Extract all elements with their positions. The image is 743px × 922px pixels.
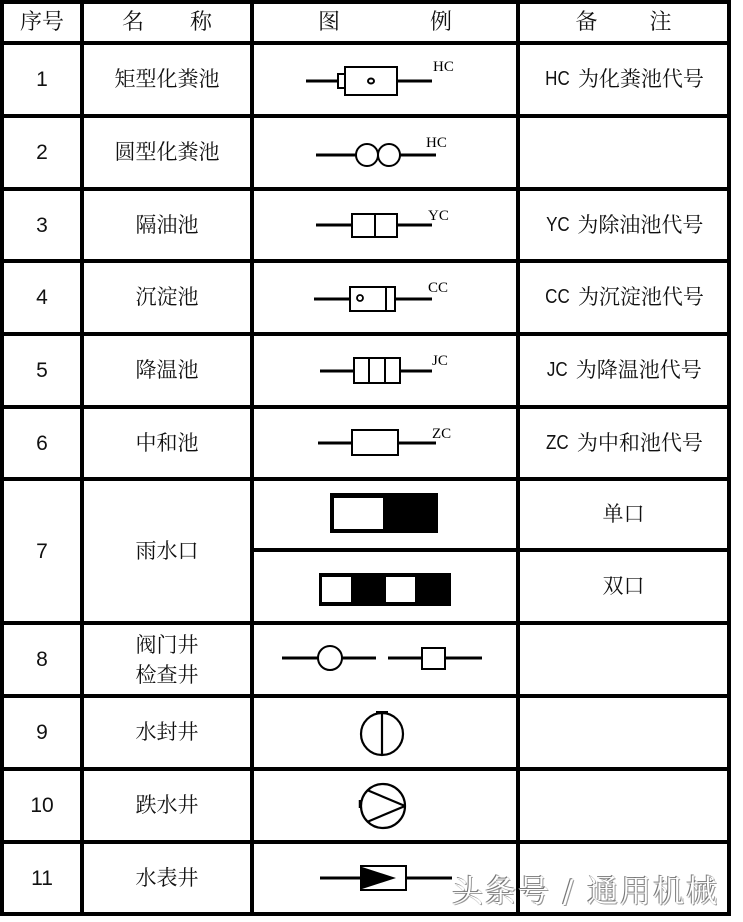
row-8-name-line-1: 阀门井 [135,632,199,657]
row-8-name-line-2: 检查井 [135,662,199,687]
table-border-bottom [0,912,731,916]
row-4-index: 4 [36,286,48,309]
row-7-index: 7 [36,539,48,563]
row-6-name: 中和池 [135,430,199,455]
neutralization-tank-symbol-icon [314,418,474,468]
svg-text:HC: HC [426,135,447,151]
row-10-note [520,771,727,840]
row-5-note [520,336,727,405]
row-4-note-code: CC [545,286,570,308]
header-note-label-1: 备 [575,10,598,35]
rain-inlet-single-symbol-icon [330,493,440,535]
row-5-name: 降温池 [135,358,199,382]
row-1-name: 矩型化粪池 [114,67,220,91]
valve-well-inspection-well-symbol-icon [278,640,488,680]
row-8-index: 8 [36,648,48,671]
row-10-name: 跌水井 [135,793,199,817]
row-6-note-code: ZC [546,431,569,454]
row-4-note-text: 为沉淀池代号 [577,285,704,309]
cooling-tank-symbol-icon [314,345,474,395]
rain-inlet-double-symbol-icon [319,573,453,609]
row-1-index: 1 [36,68,48,91]
svg-text:HC: HC [433,59,454,75]
row-1-note [520,45,727,114]
row-2-name: 圆型化粪池 [114,140,220,164]
row-3-note-code: YC [545,213,570,236]
row-3-name: 隔油池 [135,212,199,237]
row-9-note [520,698,727,767]
row-4-name: 沉淀池 [135,285,199,309]
row-8-name [84,625,250,694]
septic-tank-round-symbol-icon [310,130,470,175]
header-index [4,4,80,41]
row-2-index: 2 [36,141,48,164]
row-10-index: 10 [30,794,54,817]
row-2-note [520,118,727,187]
svg-text:CC: CC [428,280,449,296]
svg-text:YC: YC [428,208,449,224]
row-5-index: 5 [36,359,48,382]
svg-text:JC: JC [432,353,448,369]
row-3-index: 3 [36,213,48,237]
row-3-note [520,191,727,259]
header-name-label-1: 名 [121,10,144,35]
drop-well-symbol-icon [354,780,410,832]
row-7-note-single: 单口 [602,502,645,526]
header-legend-label-2: 例 [430,10,453,35]
row-1-note-code: HC [545,68,570,90]
header-legend-label-1: 图 [317,10,340,35]
column-divider [250,0,254,916]
table-border-right [727,0,731,916]
row-5-note-code: JC [547,359,568,381]
svg-text:ZC: ZC [432,426,452,442]
header-name-label-2: 称 [190,10,213,35]
settling-tank-symbol-icon [310,272,470,322]
row-8-note [520,625,727,694]
row-6-note [520,409,727,477]
water-seal-well-symbol-icon [356,708,408,758]
row-5-note-text: 为降温池代号 [575,358,702,382]
row-9-index: 9 [36,721,48,744]
header-note [520,4,727,41]
header-index-label: 序号 [19,10,64,35]
header-legend [254,4,516,41]
septic-tank-rect-symbol-icon [300,55,470,105]
row-6-note-text: 为中和池代号 [576,430,703,455]
row-9-name: 水封井 [135,720,199,744]
water-meter-well-symbol-icon [316,862,456,896]
row-7-name: 雨水口 [135,538,199,563]
row-6-index: 6 [36,431,48,455]
header-name [84,4,250,41]
row-1-note-text: 为化粪池代号 [577,67,704,91]
grease-trap-symbol-icon [310,200,470,250]
row-3-note-text: 为除油池代号 [577,212,704,237]
watermark: 头条号 / 通用机械 [452,874,720,910]
row-11-name: 水表井 [135,865,199,890]
row-11-index: 11 [31,866,53,890]
row-7-note-double: 双口 [602,574,645,598]
row-4-note [520,263,727,332]
header-note-label-2: 注 [649,10,672,35]
